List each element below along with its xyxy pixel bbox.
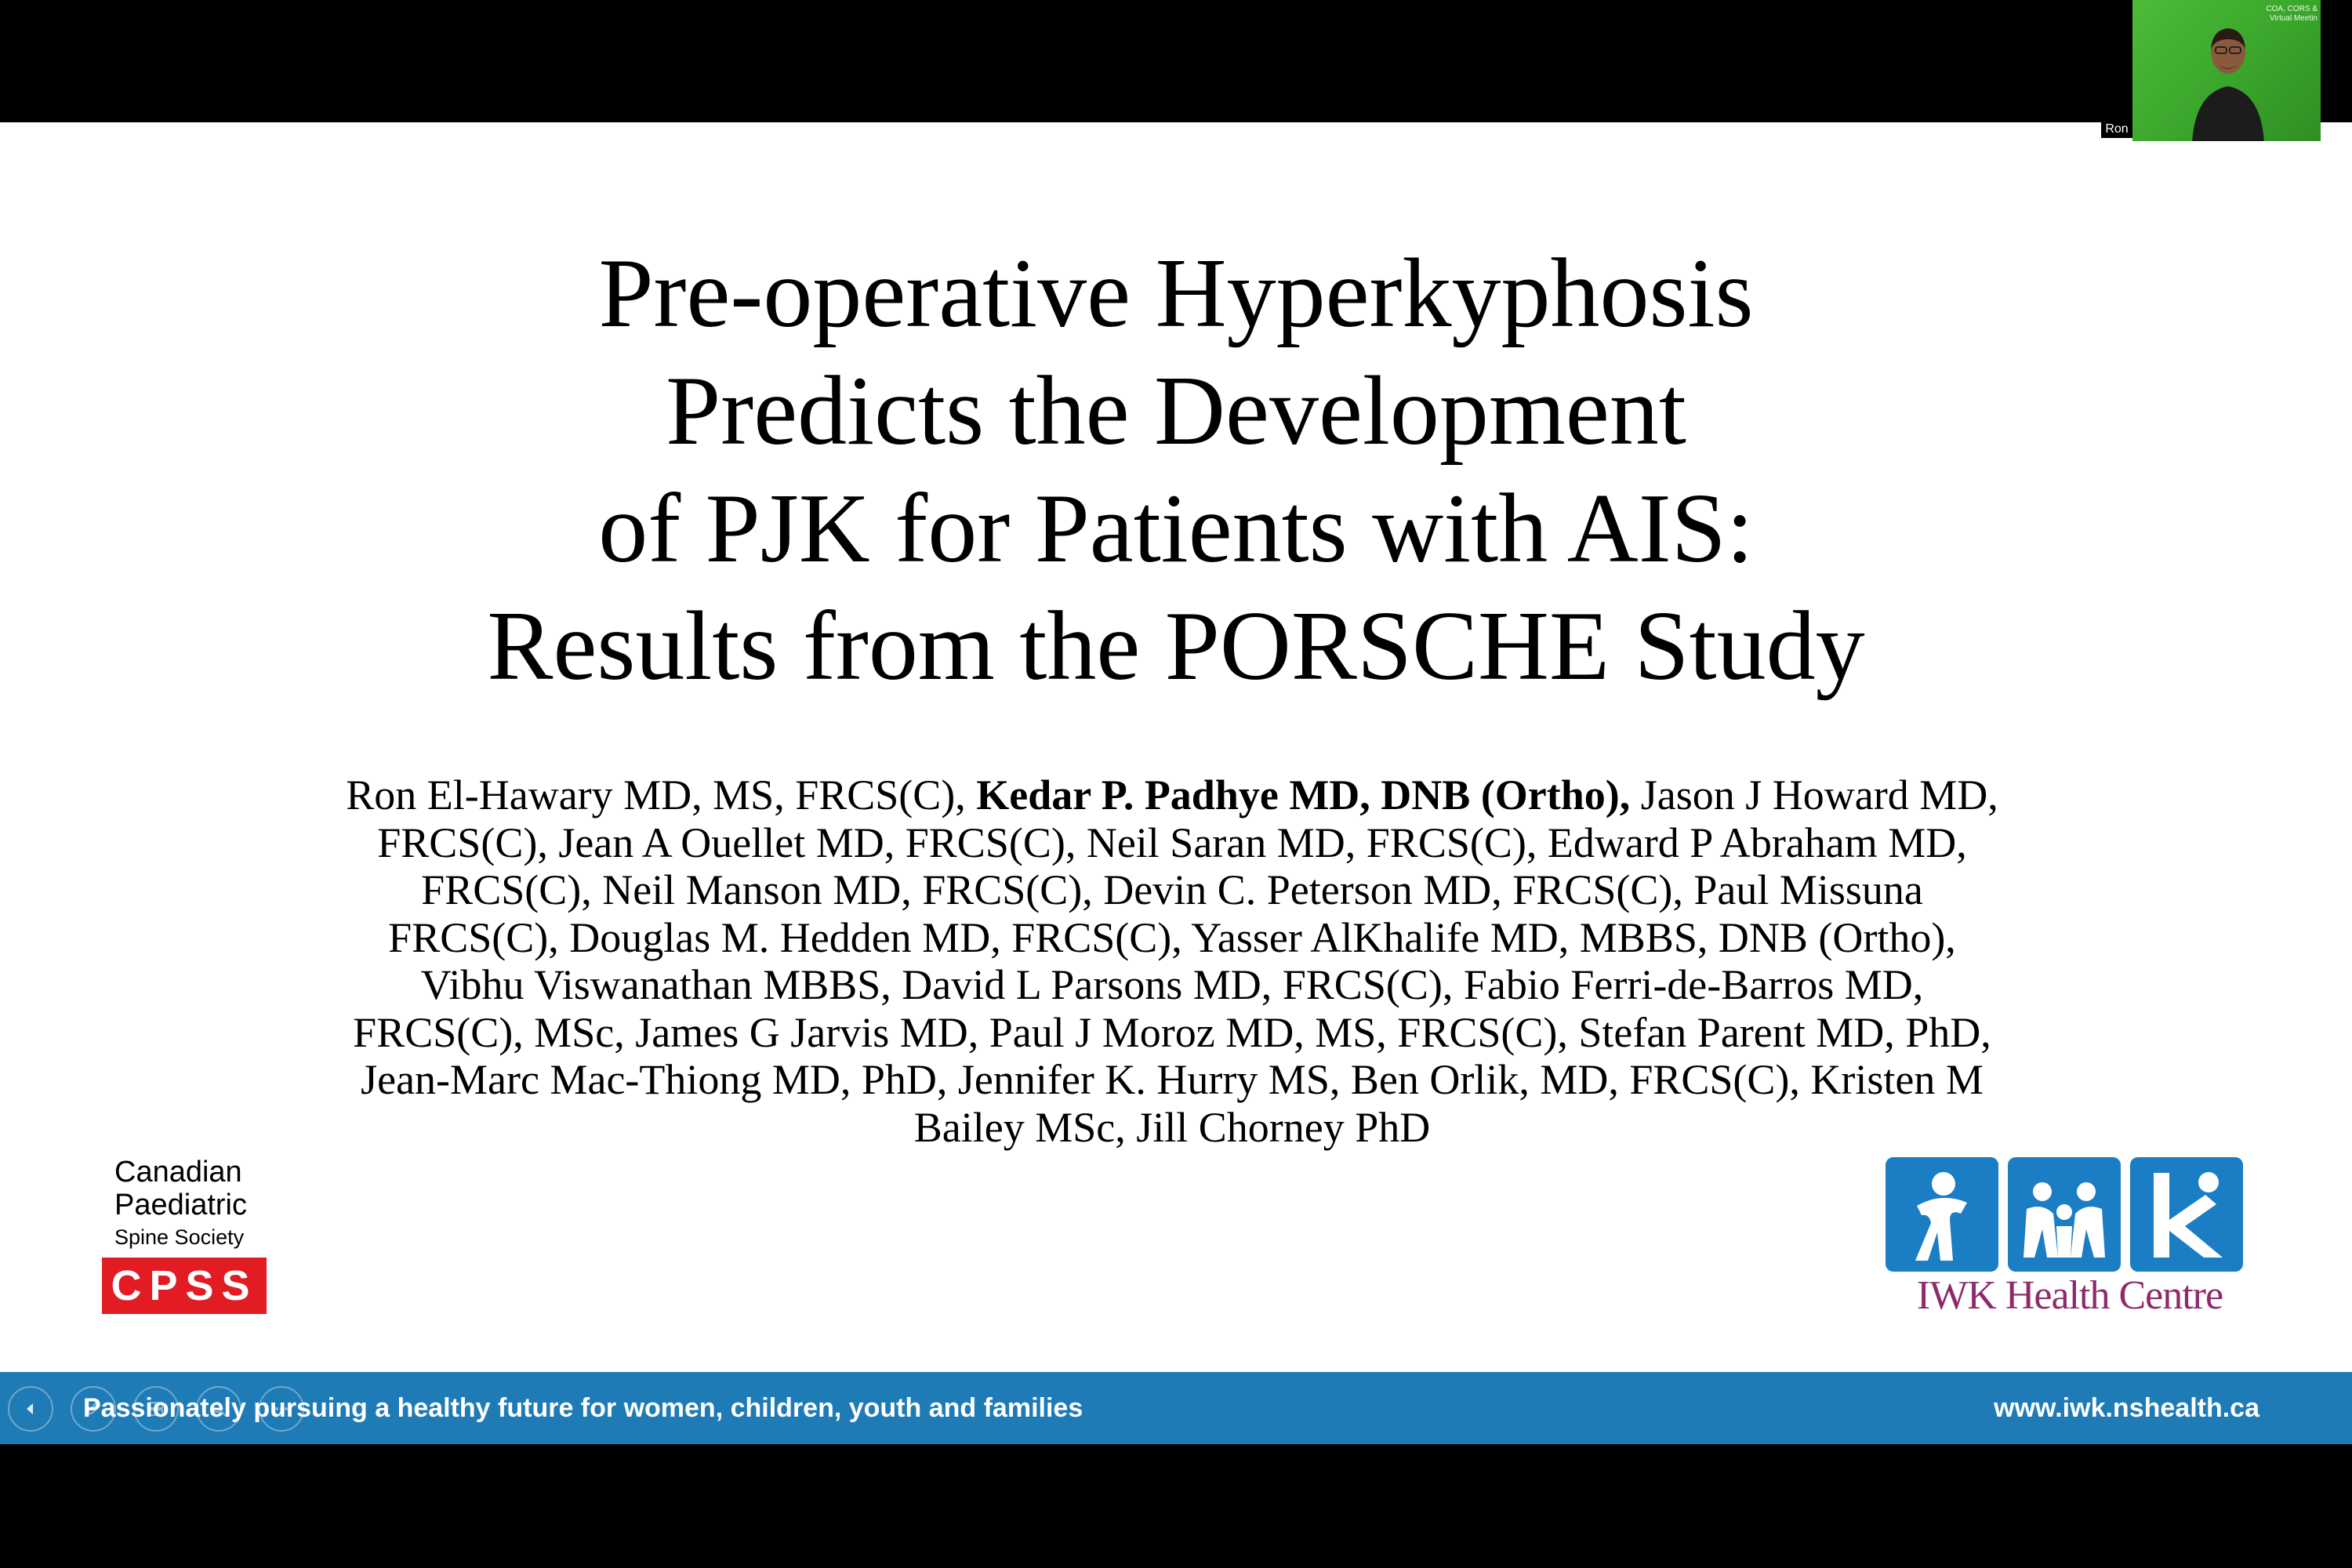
iwk-tile-k-icon <box>2130 1157 2243 1272</box>
participant-avatar-icon <box>2189 17 2267 141</box>
cpss-logo-line3: Spine Society <box>114 1225 245 1249</box>
participant-name-label: Ron <box>2101 121 2132 138</box>
slide-footer-band <box>0 1372 2352 1444</box>
title-line: Pre-operative Hyperkyphosis <box>598 239 1754 348</box>
iwk-logo <box>1886 1157 2254 1319</box>
video-background-text-line: COA, CORS & <box>2266 5 2318 13</box>
footer-tagline: Passionately pursuing a healthy future for women, children, youth and families <box>83 1393 1083 1423</box>
cpss-logo-line2: Paediatric <box>114 1189 247 1221</box>
footer-url: www.iwk.nshealth.ca <box>1994 1393 2259 1423</box>
iwk-name: IWK Health Centre <box>1916 1273 2223 1318</box>
cpss-logo <box>102 1156 274 1314</box>
presentation-slide <box>0 122 2352 1372</box>
participant-video-tile[interactable] <box>2132 0 2321 141</box>
arrow-left-icon <box>23 1401 38 1417</box>
iwk-tile-w-icon <box>2008 1157 2121 1272</box>
title-line: Predicts the Development <box>666 357 1686 466</box>
author-list <box>345 771 1999 1151</box>
title-line: of PJK for Patients with AIS: <box>598 474 1754 583</box>
title-line: Results from the PORSCHE Study <box>487 592 1865 701</box>
cpss-badge: CPSS <box>102 1258 267 1314</box>
slide-title <box>0 235 2352 706</box>
video-background-text-line: Virtual Meetin <box>2270 14 2318 23</box>
cpss-logo-line1: Canadian <box>114 1156 242 1189</box>
iwk-tile-i-icon <box>1886 1157 1998 1272</box>
authors-rest: Jason J Howard MD, FRCS(C), Jean A Ouellet MD, FRCS(C), Neil Saran MD, FRCS(C), Edward P Abraham MD, FRCS(C), Neil Manson MD, FRCS(C), Devin C. Peterson MD, FRCS(C), Paul Missuna FRCS(C), Douglas M. Hedden MD, FRCS(C), Yasser AlKhalife MD, MBBS, DNB (Ortho), Vibhu Viswanathan MBBS, David L Parsons MD, FRCS(C), Fabio Ferri-de-Barros MD, FRCS(C), MSc, James G Jarvis MD, Paul J Moroz MD, MS, FRCS(C), Stefan Parent MD, PhD, Jean-Marc Mac-Thiong MD, PhD, Jennifer K. Hurry MS, Ben Orlik, MD, FRCS(C), Kristen M Bailey MSc, Jill Chorney PhD <box>353 771 1998 1151</box>
previous-slide-button[interactable] <box>8 1386 53 1432</box>
presenter-name: Kedar P. Padhye MD, DNB (Ortho), <box>976 771 1631 818</box>
iwk-logo-tiles <box>1886 1157 2254 1272</box>
authors-prefix: Ron El-Hawary MD, MS, FRCS(C), <box>346 771 977 818</box>
video-background-text <box>2266 5 2318 24</box>
